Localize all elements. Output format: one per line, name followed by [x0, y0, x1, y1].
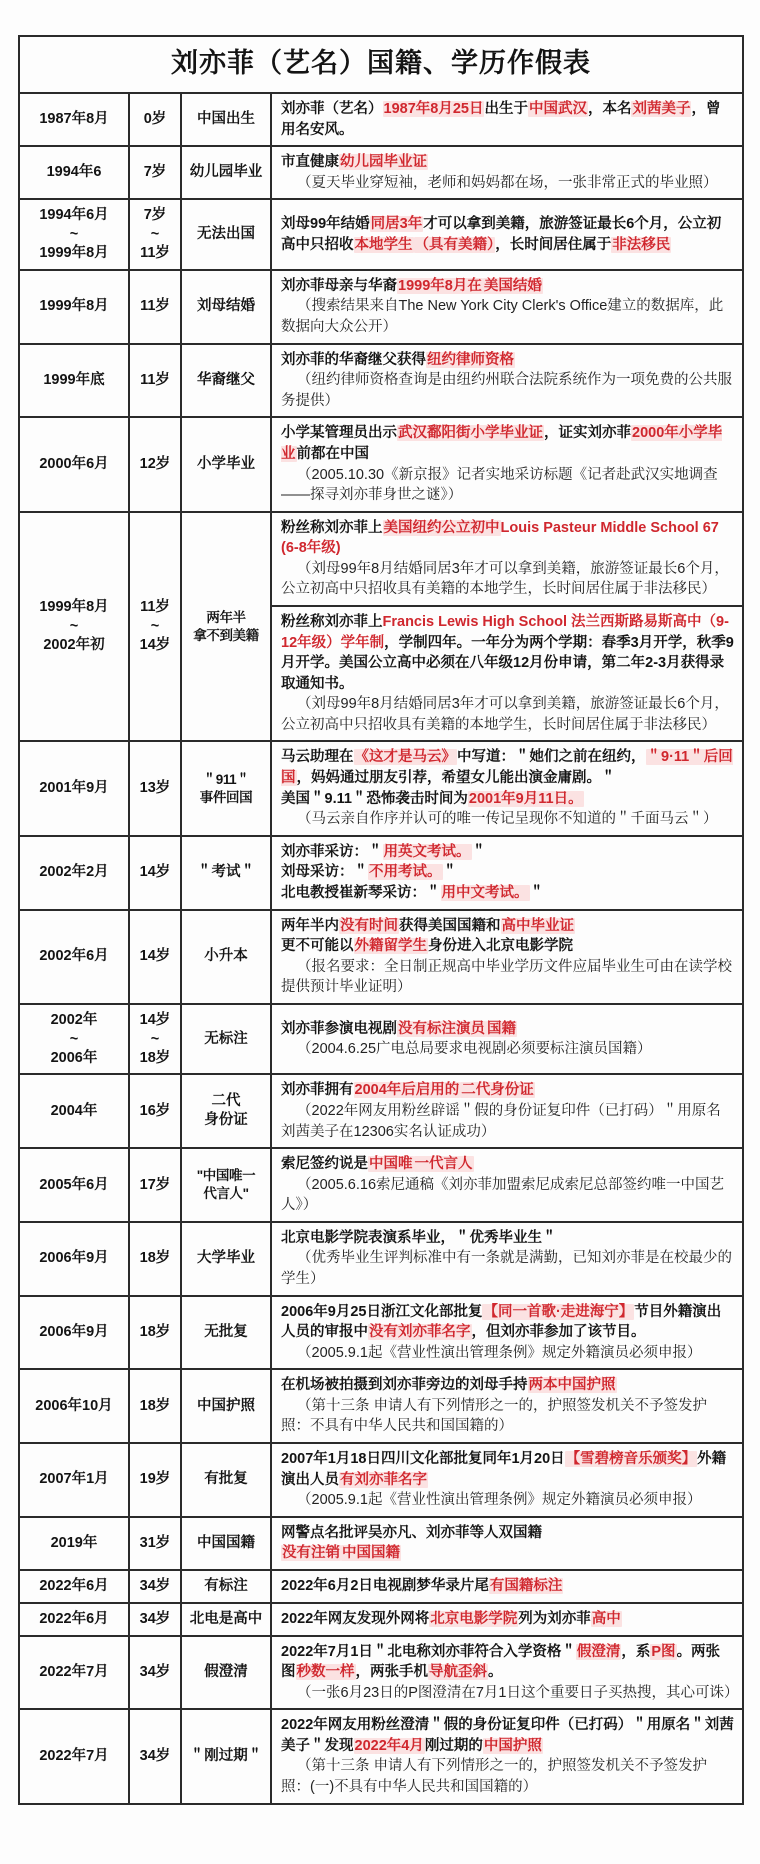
row-label-cell: 小升本 [181, 910, 271, 1004]
highlight-red-text: 【同一首歌·走进海宁】 [483, 1303, 634, 1320]
content-note-line [281, 1175, 734, 1216]
highlight-red-text: 北京电影学院 [430, 1610, 518, 1627]
plain-text: 粉丝称刘亦菲上 [281, 519, 383, 536]
table-row [19, 270, 743, 344]
row-age-cell: 34岁 [129, 1603, 181, 1636]
row-date-cell: 1999年8月 ~ 2002年初 [19, 512, 129, 742]
highlight-red-text: 高中毕业证 [501, 917, 574, 934]
plain-text: 2022年网友用粉丝澄清＂假的身份证复印件（已打码）＂用原名＂刘茜美子＂发现 [281, 1717, 734, 1754]
plain-text: （夏天毕业穿短袖，老师和妈妈都在场，一张非常正式的毕业照） [297, 174, 718, 191]
row-date-cell: 2019年 [19, 1517, 129, 1570]
row-label-cell: 中国国籍 [181, 1517, 271, 1570]
highlight-red-text: ＂9·11＂后回国 [281, 749, 733, 787]
highlight-red-text: 纽约律师资格 [427, 351, 514, 368]
row-content-cell [271, 199, 743, 270]
content-main-line [281, 1609, 734, 1630]
plain-text: ，曾用名安风。 [281, 101, 721, 138]
content-note-line [281, 1683, 739, 1704]
row-label-cell: 假澄清 [181, 1636, 271, 1710]
highlight-red-text: 导航歪斜 [429, 1664, 487, 1681]
content-note-line [281, 1396, 734, 1437]
content-main-line [281, 1576, 734, 1597]
table-body [19, 36, 743, 1804]
plain-text: 刚过期的 [424, 1737, 483, 1754]
row-label-cell: 无批复 [181, 1296, 271, 1370]
row-date-cell: 2001年9月 [19, 741, 129, 835]
plain-text: 刘亦菲参演电视剧 [281, 1020, 397, 1037]
row-age-cell: 19岁 [129, 1443, 181, 1517]
row-content-cell [271, 1709, 743, 1803]
row-content-cell [271, 417, 743, 511]
content-main-line [281, 1449, 734, 1490]
content-main-line [281, 423, 734, 464]
content-note-line [281, 1490, 734, 1511]
content-main-line [281, 350, 734, 371]
highlight-red-text: 不用考试。 [369, 864, 442, 881]
row-age-cell: 18岁 [129, 1369, 181, 1443]
content-main-line [281, 862, 734, 883]
content-block [272, 1637, 742, 1709]
table-row [19, 1570, 743, 1603]
content-block [272, 1149, 742, 1221]
plain-text: 才可以拿到美籍，旅游签证最长6个月，公立初高中只招收 [281, 216, 722, 253]
content-main-line [281, 747, 734, 788]
plain-text: 马云助理在 [281, 749, 354, 766]
content-block [272, 1604, 742, 1635]
accent-red-text: Francis Lewis High School 法兰西斯路易斯高中（9-12年级）学年制 [281, 613, 729, 651]
plain-text: 前都在中国 [296, 445, 369, 462]
row-label-cell: 北电是高中 [181, 1603, 271, 1636]
plain-text: ，长时间居住属于 [495, 236, 612, 253]
highlight-red-text: 中国唯 [369, 1156, 413, 1173]
row-label-cell: 有标注 [181, 1570, 271, 1603]
highlight-red-text: 1987年8月25日 [383, 101, 484, 118]
content-block [272, 147, 742, 198]
content-block [272, 209, 742, 260]
content-main-line [281, 936, 734, 957]
content-main-line [281, 789, 734, 810]
content-main-line [281, 1642, 734, 1683]
row-age-cell: 11岁 [129, 344, 181, 418]
row-label-cell: 幼儿园毕业 [181, 146, 271, 199]
row-age-cell: 31岁 [129, 1517, 181, 1570]
row-age-cell: 34岁 [129, 1636, 181, 1710]
plain-text: ，学制四年。一年分为两个学期：春季3月开学，秋季9月开学。美国公立高中必须在八年级12月份申请，第二年2-3月获得录取通知书。 [281, 634, 734, 692]
plain-text: 粉丝称刘亦菲上 [281, 613, 383, 630]
content-note-line [281, 957, 734, 998]
content-main-line [281, 1154, 734, 1175]
plain-text: 两年半内 [281, 917, 339, 934]
table-row [19, 512, 743, 742]
row-date-cell: 2002年 ~ 2006年 [19, 1004, 129, 1075]
content-note-line [281, 465, 734, 506]
content-block [272, 742, 742, 834]
plain-text: 小学某管理员出示 [281, 425, 397, 442]
content-main-line [281, 1080, 734, 1101]
highlight-red-text: 秒数一样 [296, 1664, 355, 1681]
highlight-red-text: 非法移民 [612, 236, 671, 253]
table-row [19, 1296, 743, 1370]
plain-text: （2004.6.25广电总局要求电视剧必须要标注演员国籍） [297, 1041, 652, 1058]
row-label-cell: 二代 身份证 [181, 1074, 271, 1148]
table-row [19, 1517, 743, 1570]
highlight-red-text: 没有时间 [340, 917, 398, 934]
content-block [272, 271, 742, 343]
row-label-cell: ＂考试＂ [181, 836, 271, 910]
row-content-cell [271, 1296, 743, 1370]
content-main-line [281, 152, 734, 173]
row-date-cell: 2007年1月 [19, 1443, 129, 1517]
table-row [19, 1148, 743, 1222]
content-main-line [281, 1715, 734, 1756]
row-date-cell: 2002年2月 [19, 836, 129, 910]
content-main-line [281, 1019, 734, 1040]
content-main-line [281, 518, 734, 559]
table-row [19, 1443, 743, 1517]
row-content-cell [271, 741, 743, 835]
plain-text: （第十三条 申请人有下列情形之一的，护照签发机关不予签发护照：不具有中华人民共和国国籍的） [281, 1397, 708, 1435]
content-block [272, 513, 742, 605]
row-content-cell [271, 146, 743, 199]
content-main-line [281, 1302, 734, 1343]
plain-text: ，本名 [587, 101, 632, 118]
content-note-line [281, 559, 734, 600]
plain-text: （刘母99年8月结婚同居3年才可以拿到美籍，旅游签证最长6个月，公立初高中只招收具有美籍的本地学生，长时间居住属于非法移民） [281, 560, 729, 598]
row-date-cell: 2022年7月 [19, 1636, 129, 1710]
plain-text: ＂ [471, 843, 486, 860]
content-main-line [281, 1375, 734, 1396]
row-date-cell: 2006年9月 [19, 1296, 129, 1370]
plain-text: （纽约律师资格查询是由纽约州联合法院系统作为一项免费的公共服务提供） [281, 372, 732, 409]
plain-text: （刘母99年8月结婚同居3年才可以拿到美籍，旅游签证最长6个月，公立初高中只招收具有美籍的本地学生，长时间居住属于非法移民） [281, 696, 729, 733]
content-note-line [281, 1756, 734, 1797]
row-date-cell: 1987年8月 [19, 93, 129, 146]
highlight-red-text: 美国结婚 [483, 277, 542, 294]
table-row [19, 1074, 743, 1148]
row-label-cell: 华裔继父 [181, 344, 271, 418]
row-age-cell: 0岁 [129, 93, 181, 146]
highlight-red-text: 假澄清 [576, 1643, 621, 1660]
plain-text: 中写道：＂她们之前在纽约， [457, 749, 646, 766]
row-content-cell [271, 836, 743, 910]
row-label-cell: 有批复 [181, 1443, 271, 1517]
plain-text: （报名要求：全日制正规高中毕业学历文件应届毕业生可由在读学校提供预计毕业证明） [281, 958, 732, 996]
table-row [19, 1369, 743, 1443]
content-note-line [281, 1248, 734, 1289]
plain-text: 2022年网友发现外网将 [281, 1610, 430, 1627]
content-main-line [281, 916, 734, 937]
highlight-red-text: 中国护照 [483, 1737, 542, 1754]
highlight-red-text: 2001年9月11日。 [468, 790, 583, 807]
row-date-cell: 1994年6 [19, 146, 129, 199]
content-note-line [281, 1343, 734, 1364]
highlight-red-text: （具有美籍） [414, 236, 495, 253]
highlight-red-text: 没有注销 [282, 1545, 340, 1562]
highlight-red-text: 1999年8月在 [398, 277, 482, 294]
content-main-line [281, 214, 734, 255]
highlight-red-text: 有刘亦菲名字 [340, 1471, 427, 1488]
table-row [19, 417, 743, 511]
plain-text: （2005.10.30《新京报》记者实地采访标题《记者赴武汉实地调查——探寻刘亦菲身世之谜》） [281, 466, 718, 504]
highlight-red-text: 用英文考试。 [383, 843, 471, 860]
row-age-cell: 14岁 [129, 836, 181, 910]
plain-text: 刘母采访：＂ [281, 864, 368, 881]
table-row [19, 1709, 743, 1803]
row-label-cell: 无法出国 [181, 199, 271, 270]
plain-text: 节目外籍演出人员的审报中 [281, 1303, 722, 1341]
plain-text: 刘亦菲的华裔继父获得 [281, 351, 426, 368]
highlight-red-text: 国籍 [487, 1020, 516, 1037]
row-label-cell: 两年半 拿不到美籍 [181, 512, 271, 742]
content-block [272, 1370, 742, 1442]
row-content-cell [271, 93, 743, 146]
table-row [19, 836, 743, 910]
content-note-line [281, 296, 734, 337]
plain-text: 北京电影学院表演系毕业，＂优秀毕业生＂ [281, 1229, 557, 1246]
plain-text: 北电教授崔新琴采访：＂ [281, 884, 441, 901]
table-row [19, 741, 743, 835]
highlight-red-text: 外籍留学生 [354, 938, 427, 955]
nationality-education-table [18, 35, 744, 1805]
title-row [19, 36, 743, 93]
plain-text: （2005.9.1起《营业性演出管理条例》规定外籍演员必须申报） [297, 1492, 702, 1509]
row-date-cell: 1999年底 [19, 344, 129, 418]
content-block [272, 1075, 742, 1147]
content-note-line [281, 173, 734, 194]
row-content-cell [271, 1603, 743, 1636]
row-content-cell [271, 1517, 743, 1570]
plain-text: （2005.9.1起《营业性演出管理条例》规定外籍演员必须申报） [297, 1344, 702, 1361]
content-block [272, 1710, 742, 1802]
row-content-cell [271, 1369, 743, 1443]
table-row [19, 344, 743, 418]
row-label-cell: "中国唯一 代言人" [181, 1148, 271, 1222]
content-block [272, 1518, 742, 1569]
row-age-cell: 34岁 [129, 1709, 181, 1803]
content-note-line [281, 694, 734, 735]
row-age-cell: 12岁 [129, 417, 181, 511]
plain-text: 列为刘亦菲 [518, 1610, 591, 1627]
content-block [272, 1297, 742, 1369]
row-content-cell [271, 270, 743, 344]
content-note-line [281, 809, 734, 830]
row-date-cell: 2002年6月 [19, 910, 129, 1004]
row-label-cell: 无标注 [181, 1004, 271, 1075]
plain-text: 2007年1月18日四川文化部批复同年1月20日 [281, 1451, 565, 1468]
highlight-red-text: 中国国籍 [342, 1545, 400, 1562]
highlight-red-text: 用中文考试。 [441, 884, 529, 901]
row-date-cell: 2022年7月 [19, 1709, 129, 1803]
table-row [19, 199, 743, 270]
row-date-cell: 2006年9月 [19, 1222, 129, 1296]
plain-text: 网警点名批评吴亦凡、刘亦菲等人双国籍 [281, 1524, 542, 1541]
content-main-line [281, 842, 734, 863]
table-row [19, 1222, 743, 1296]
plain-text: 2022年6月2日电视剧梦华录片尾 [281, 1578, 489, 1595]
plain-text: （2022年网友用粉丝辟谣＂假的身份证复印件（已打码）＂用原名刘茜美子在12306实名认证成功） [281, 1102, 721, 1140]
highlight-red-text: 没有标注演员 [398, 1020, 485, 1037]
plain-text: ，妈妈通过朋友引荐，希望女儿能出演金庸剧。＂ [296, 770, 616, 787]
plain-text: ＂ [442, 864, 457, 881]
plain-text: 出生于 [484, 101, 528, 118]
row-age-cell: 17岁 [129, 1148, 181, 1222]
plain-text: 刘亦菲母亲与华裔 [281, 277, 397, 294]
plain-text: 更不可能以 [281, 938, 354, 955]
highlight-red-text: 有国籍标注 [489, 1578, 563, 1595]
highlight-red-text: 2000年小学毕业 [281, 425, 723, 462]
row-label-cell: 大学毕业 [181, 1222, 271, 1296]
highlight-red-text: 两本中国护照 [528, 1377, 616, 1394]
table-row [19, 93, 743, 146]
content-main-line [281, 883, 734, 904]
row-date-cell: 2000年6月 [19, 417, 129, 511]
content-block [272, 418, 742, 510]
row-label-cell: ＂911＂ 事件回国 [181, 741, 271, 835]
row-age-cell: 11岁 ~ 14岁 [129, 512, 181, 742]
plain-text: ，系 [621, 1643, 651, 1660]
content-block [272, 837, 742, 909]
highlight-red-text: 二代身份证 [461, 1082, 534, 1099]
highlight-red-text: 武汉鄱阳街小学毕业证 [398, 425, 543, 442]
row-label-cell: ＂刚过期＂ [181, 1709, 271, 1803]
content-block [272, 1223, 742, 1295]
plain-text: 市直健康 [281, 154, 339, 171]
highlight-red-text: 【雪碧榜音乐颁奖】 [565, 1451, 697, 1468]
plain-text: 外籍演出人员 [281, 1451, 727, 1488]
row-label-cell: 中国护照 [181, 1369, 271, 1443]
plain-text: 。两张图 [281, 1643, 721, 1681]
highlight-red-text: 没有刘亦菲名字 [369, 1324, 471, 1341]
plain-text: （一张6月23日的P图澄清在7月1日这个重要日子买热搜，其心可诛） [297, 1684, 739, 1701]
row-label-cell: 中国出生 [181, 93, 271, 146]
row-age-cell: 11岁 [129, 270, 181, 344]
highlight-red-text: 同居3年 [370, 216, 423, 233]
highlight-red-text: 《这才是马云》 [354, 749, 456, 766]
row-label-cell: 小学毕业 [181, 417, 271, 511]
plain-text: 身份进入北京电影学院 [428, 938, 573, 955]
plain-text: 。 [488, 1664, 503, 1681]
plain-text: 在机场被拍摄到刘亦菲旁边的刘母手持 [281, 1377, 528, 1394]
plain-text: （优秀毕业生评判标准中有一条就是满勤，已知刘亦菲是在校最少的学生） [281, 1250, 732, 1287]
plain-text: 刘亦菲（艺名） [281, 101, 383, 118]
plain-text: ＂ [529, 884, 544, 901]
content-main-line [281, 1228, 734, 1249]
row-content-cell [271, 1443, 743, 1517]
highlight-red-text: 美国纽约公立初中 [383, 519, 500, 536]
plain-text: 刘母99年结婚 [281, 216, 370, 233]
row-age-cell: 34岁 [129, 1570, 181, 1603]
row-age-cell: 16岁 [129, 1074, 181, 1148]
row-age-cell: 18岁 [129, 1296, 181, 1370]
row-content-cell [271, 1636, 743, 1710]
row-date-cell: 2022年6月 [19, 1603, 129, 1636]
row-age-cell: 7岁 ~ 11岁 [129, 199, 181, 270]
accent-red-text: Louis Pasteur Middle School 67 (6-8年级) [281, 519, 719, 557]
row-date-cell: 1999年8月 [19, 270, 129, 344]
plain-text: 刘亦菲采访：＂ [281, 843, 383, 860]
row-date-cell: 2022年6月 [19, 1570, 129, 1603]
plain-text: 刘亦菲拥有 [281, 1082, 354, 1099]
table-row [19, 910, 743, 1004]
content-block [272, 1014, 742, 1065]
highlight-red-text: 2022年4月 [354, 1737, 424, 1754]
highlight-red-text: 幼儿园毕业证 [340, 154, 427, 171]
row-age-cell: 7岁 [129, 146, 181, 199]
highlight-red-text: 刘茜美子 [632, 101, 691, 118]
content-block [272, 94, 742, 145]
plain-text: ，但刘亦菲参加了该节目。 [471, 1324, 646, 1341]
plain-text: （第十三条 申请人有下列情形之一的，护照签发机关不予签发护照：(一)不具有中华人民共和国国籍的） [281, 1758, 708, 1796]
table-row [19, 1004, 743, 1075]
plain-text: 索尼签约说是 [281, 1156, 368, 1173]
table-row [19, 1603, 743, 1636]
plain-text: 2006年9月25日浙江文化部批复 [281, 1303, 483, 1320]
content-block [272, 911, 742, 1003]
row-date-cell: 1994年6月 ~ 1999年8月 [19, 199, 129, 270]
row-age-cell: 14岁 ~ 18岁 [129, 1004, 181, 1075]
highlight-red-text: 一代言人 [414, 1156, 473, 1173]
row-date-cell: 2005年6月 [19, 1148, 129, 1222]
plain-text: （搜索结果来自The New York City Clerk's Office建立的数据库，此数据向大众公开） [281, 298, 724, 336]
content-block [272, 1444, 742, 1516]
content-main-line [281, 612, 734, 694]
row-date-cell: 2004年 [19, 1074, 129, 1148]
content-block [272, 605, 742, 740]
content-note-line [281, 370, 734, 411]
content-main-line [281, 1543, 734, 1564]
row-content-cell [271, 344, 743, 418]
content-main-line [281, 1523, 734, 1544]
content-main-line [281, 276, 734, 297]
highlight-red-text: 2004年后启用的 [354, 1082, 460, 1099]
plain-text: （2005.6.16索尼通稿《刘亦菲加盟索尼成索尼总部签约唯一中国艺人》） [281, 1176, 725, 1214]
highlight-red-text: P图 [651, 1643, 676, 1660]
row-age-cell: 14岁 [129, 910, 181, 1004]
content-main-line [281, 99, 734, 140]
highlight-red-text: 中国武汉 [528, 101, 587, 118]
row-date-cell: 2006年10月 [19, 1369, 129, 1443]
row-content-cell [271, 1570, 743, 1603]
content-block [272, 1571, 742, 1602]
plain-text: ，证实刘亦菲 [544, 425, 631, 442]
row-content-cell [271, 1222, 743, 1296]
content-note-line [281, 1101, 734, 1142]
row-content-cell [271, 1004, 743, 1075]
page-title: 刘亦菲（艺名）国籍、学历作假表 [19, 36, 743, 93]
plain-text: 美国＂9.11＂恐怖袭击时间为 [281, 790, 468, 807]
plain-text: ，两张手机 [355, 1664, 428, 1681]
table-row [19, 146, 743, 199]
plain-text: （马云亲自作序并认可的唯一传记呈现你不知道的＂千面马云＂） [297, 811, 718, 828]
highlight-red-text: 高中 [591, 1610, 621, 1627]
plain-text: 获得美国国籍和 [399, 917, 501, 934]
row-age-cell: 13岁 [129, 741, 181, 835]
row-age-cell: 18岁 [129, 1222, 181, 1296]
row-content-cell [271, 512, 743, 742]
table-row [19, 1636, 743, 1710]
content-block [272, 345, 742, 417]
plain-text: 2022年7月1日＂北电称刘亦菲符合入学资格＂ [281, 1643, 576, 1660]
row-content-cell [271, 1148, 743, 1222]
row-content-cell [271, 1074, 743, 1148]
highlight-red-text: 本地学生 [354, 236, 413, 253]
row-label-cell: 刘母结婚 [181, 270, 271, 344]
content-note-line [281, 1039, 734, 1060]
row-content-cell [271, 910, 743, 1004]
